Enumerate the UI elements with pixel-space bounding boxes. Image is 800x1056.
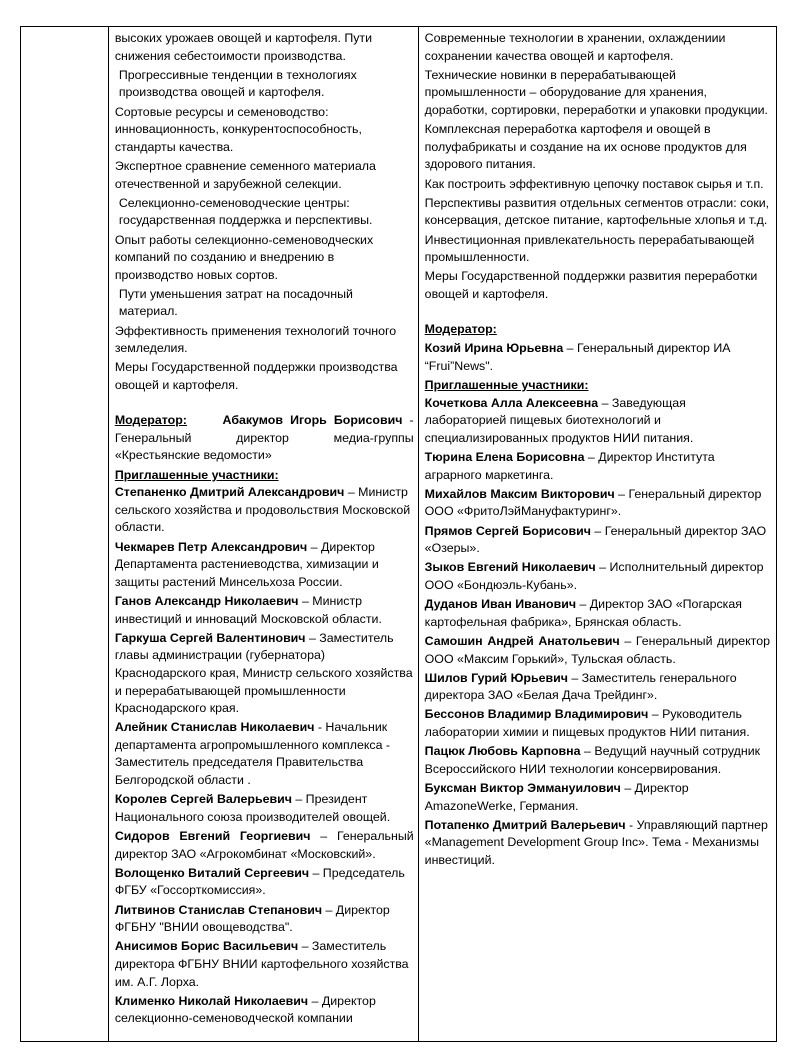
participant-role: – Директор селекционно-семеноводческой компании bbox=[114, 993, 376, 1026]
participant-name: Бессонов Владимир Владимирович bbox=[424, 707, 649, 722]
participant-name: Шилов Гурий Юрьевич bbox=[424, 670, 568, 685]
participant-role: – Генеральный директор ООО «ФритоЛэйМануфактуринг». bbox=[424, 486, 762, 519]
participant-entry bbox=[425, 486, 770, 521]
moderator-role: - Генеральный директор медиа-группы «Крестьянские ведомости» bbox=[114, 413, 414, 463]
participant-role: – Директор AmazoneWerke, Германия. bbox=[424, 781, 689, 813]
topic-item: Пути уменьшения затрат на посадочный материал. bbox=[118, 286, 353, 319]
topic-item: Технические новинки в перерабатывающей промышленности – оборудование для хранения, доработки, сортировки, переработки и упаковки продукции. bbox=[424, 67, 768, 117]
topic-item: высоких урожаев овощей и картофеля. Пути снижения себестоимости производства. bbox=[114, 31, 373, 63]
participant-role: – Генеральный директор ООО «Максим Горький», Тульская область. bbox=[424, 633, 770, 666]
topic-item: Опыт работы селекционно-семеноводческих компаний по созданию и внедрению в производство новых сортов. bbox=[114, 232, 374, 282]
participant-entry bbox=[425, 559, 770, 594]
participant-entry bbox=[115, 791, 414, 826]
participant-role: – Заместитель директора ФГБНУ ВНИИ картофельного хозяйства им. А.Г. Лорха. bbox=[114, 939, 409, 989]
left-section-cell bbox=[108, 27, 418, 1042]
participant-entry bbox=[115, 993, 414, 1028]
participant-entry bbox=[425, 706, 770, 741]
participant-role: – Ведущий научный сотрудник Всероссийского НИИ технологии консервирования. bbox=[424, 744, 761, 776]
participant-role: – Генеральный директор ЗАО «Агрокомбинат «Московский». bbox=[114, 829, 414, 861]
participant-entry bbox=[115, 484, 414, 537]
participant-role: – Заместитель генерального директора ЗАО «Белая Дача Трейдинг». bbox=[424, 670, 737, 703]
participant-entry bbox=[115, 938, 414, 991]
topic-item: Комплексная переработка картофеля и овощей в полуфабрикаты и создание на их основе продуктов для здорового питания. bbox=[424, 122, 747, 172]
right-section-cell bbox=[418, 27, 776, 1042]
participant-role: – Руководитель лаборатории химии и пищевых продуктов НИИ питания. bbox=[424, 707, 750, 740]
participant-role: – Министр сельского хозяйства и продовольствия Московской области. bbox=[114, 485, 411, 535]
participants-list bbox=[115, 484, 414, 1028]
moderator-heading bbox=[425, 321, 770, 339]
moderator-block bbox=[425, 340, 770, 375]
topic-item: Селекционно-семеноводческие центры: государственная поддержка и перспективы. bbox=[118, 195, 373, 228]
participants-heading: Приглашенные участники: bbox=[114, 467, 279, 482]
participant-entry bbox=[115, 593, 414, 628]
participant-role: – Директор ЗАО «Погарская картофельная фабрика», Брянская область. bbox=[424, 597, 742, 629]
participant-entry bbox=[425, 670, 770, 705]
moderator-label: Модератор: bbox=[424, 322, 497, 337]
participants-list bbox=[425, 395, 770, 870]
topic-item: Сортовые ресурсы и семеноводство: инновационность, конкурентоспособность, стандарты качества. bbox=[114, 104, 362, 154]
topic-item: Меры Государственной поддержки развития переработки овощей и картофеля. bbox=[424, 269, 758, 301]
participant-role: – Заведующая лабораторией пищевых биотехнологий и специализированных продуктов НИИ питания. bbox=[424, 395, 694, 445]
participant-name: Самошин Андрей Анатольевич bbox=[424, 633, 620, 648]
participant-entry bbox=[425, 743, 770, 778]
participant-name: Сидоров Евгений Георгиевич bbox=[114, 829, 311, 844]
topic-item: Меры Государственной поддержки производства овощей и картофеля. bbox=[114, 360, 398, 393]
participant-entry bbox=[115, 719, 414, 789]
participant-name: Михайлов Максим Викторович bbox=[424, 486, 615, 501]
participant-role: – Генеральный директор ЗАО «Озеры». bbox=[424, 523, 767, 556]
participant-role: – Министр инвестиций и инноваций Московской области. bbox=[114, 593, 382, 626]
participant-role: - Начальник департамента агропромышленного комплекса - Заместитель председателя Правительства Белгородской области . bbox=[114, 720, 391, 788]
participant-entry bbox=[425, 449, 770, 484]
topic-item: Экспертное сравнение семенного материала отечественной и зарубежной селекции. bbox=[114, 158, 376, 191]
participant-role: – Директор ФГБНУ "ВНИИ овощеводства". bbox=[114, 902, 390, 935]
participant-name: Потапенко Дмитрий Валерьевич bbox=[424, 817, 626, 832]
participants-heading: Приглашенные участники: bbox=[424, 378, 589, 393]
left-column bbox=[109, 27, 418, 1028]
participant-role: – Директор Департамента растениеводства, химизации и защиты растений Минсельхоза России. bbox=[114, 539, 379, 589]
participant-name: Алейник Станислав Николаевич bbox=[114, 720, 315, 735]
participant-name: Пацюк Любовь Карповна bbox=[424, 744, 581, 759]
topic-item: Перспективы развития отдельных сегментов отрасли: соки, консервация, детское питание, картофельные хлопья и т.д. bbox=[424, 195, 770, 228]
topic-item: Современные технологии в хранении, охлаждениии сохранении качества овощей и картофеля. bbox=[424, 31, 726, 63]
participant-entry bbox=[425, 817, 770, 870]
participant-role: – Директор Института аграрного маркетинга. bbox=[424, 450, 715, 482]
participant-name: Зыков Евгений Николаевич bbox=[424, 560, 596, 575]
participant-name: Кочеткова Алла Алексеевна bbox=[424, 395, 599, 410]
participant-name: Прямов Сергей Борисович bbox=[424, 523, 591, 538]
participant-entry bbox=[425, 633, 770, 668]
right-column bbox=[419, 27, 776, 870]
participant-name: Королев Сергей Валерьевич bbox=[114, 792, 292, 807]
program-table bbox=[20, 26, 777, 1042]
moderator-role: – Генеральный директор ИА “Frui”News". bbox=[424, 341, 731, 373]
participant-role: – Председатель ФГБУ «Госсорткомиссия». bbox=[114, 865, 405, 898]
participant-entry bbox=[115, 902, 414, 937]
participant-entry bbox=[115, 630, 414, 718]
moderator-label: Модератор: bbox=[114, 413, 187, 428]
participant-entry bbox=[425, 523, 770, 558]
topic-item: Инвестиционная привлекательность перерабатывающей промышленности. bbox=[424, 232, 755, 265]
topic-item: Прогрессивные тенденции в технологиях производства овощей и картофеля. bbox=[118, 67, 357, 100]
participant-name: Ганов Александр Николаевич bbox=[114, 593, 299, 608]
participant-name: Литвинов Станислав Степанович bbox=[114, 902, 323, 917]
participant-entry bbox=[425, 780, 770, 815]
time-cell bbox=[21, 27, 109, 1042]
moderator-name: Абакумов Игорь Борисович bbox=[222, 413, 403, 428]
moderator-block bbox=[115, 412, 414, 465]
participant-name: Гаркуша Сергей Валентинович bbox=[114, 630, 306, 645]
participant-role: – Исполнительный директор ООО «Бондюэль-Кубань». bbox=[424, 560, 764, 592]
participant-role: - Управляющий партнер «Management Development Group Inc». Тема - Механизмы инвестиций. bbox=[424, 817, 768, 867]
spacer bbox=[115, 395, 414, 413]
participant-entry bbox=[115, 539, 414, 592]
participant-name: Волощенко Виталий Сергеевич bbox=[114, 865, 310, 880]
participant-name: Чекмарев Петр Александрович bbox=[114, 539, 308, 554]
participant-name: Степаненко Дмитрий Александрович bbox=[114, 485, 345, 500]
participant-entry bbox=[115, 865, 414, 900]
participant-name: Буксман Виктор Эммануилович bbox=[424, 781, 621, 796]
participant-name: Клименко Николай Николаевич bbox=[114, 993, 309, 1008]
participant-name: Дуданов Иван Иванович bbox=[424, 597, 577, 612]
participant-name: Тюрина Елена Борисовна bbox=[424, 450, 585, 464]
participant-role: – Заместитель главы администрации (губернатора) Краснодарского края, Министр сельского хозяйства и перерабатывающей промышленности Краснодарского края. bbox=[114, 630, 413, 716]
moderator-name: Козий Ирина Юрьевна bbox=[424, 341, 564, 356]
participant-role: – Президент Национального союза производителей овощей. bbox=[114, 792, 391, 824]
participant-name: Анисимов Борис Васильевич bbox=[114, 939, 299, 954]
spacer bbox=[425, 303, 770, 321]
participant-entry bbox=[425, 395, 770, 448]
participant-entry bbox=[115, 828, 414, 863]
participant-entry bbox=[425, 596, 770, 631]
topic-item: Как построить эффективную цепочку поставок сырья и т.п. bbox=[424, 176, 764, 191]
table-row bbox=[21, 27, 777, 1042]
topic-item: Эффективность применения технологий точного земледелия. bbox=[114, 323, 397, 356]
